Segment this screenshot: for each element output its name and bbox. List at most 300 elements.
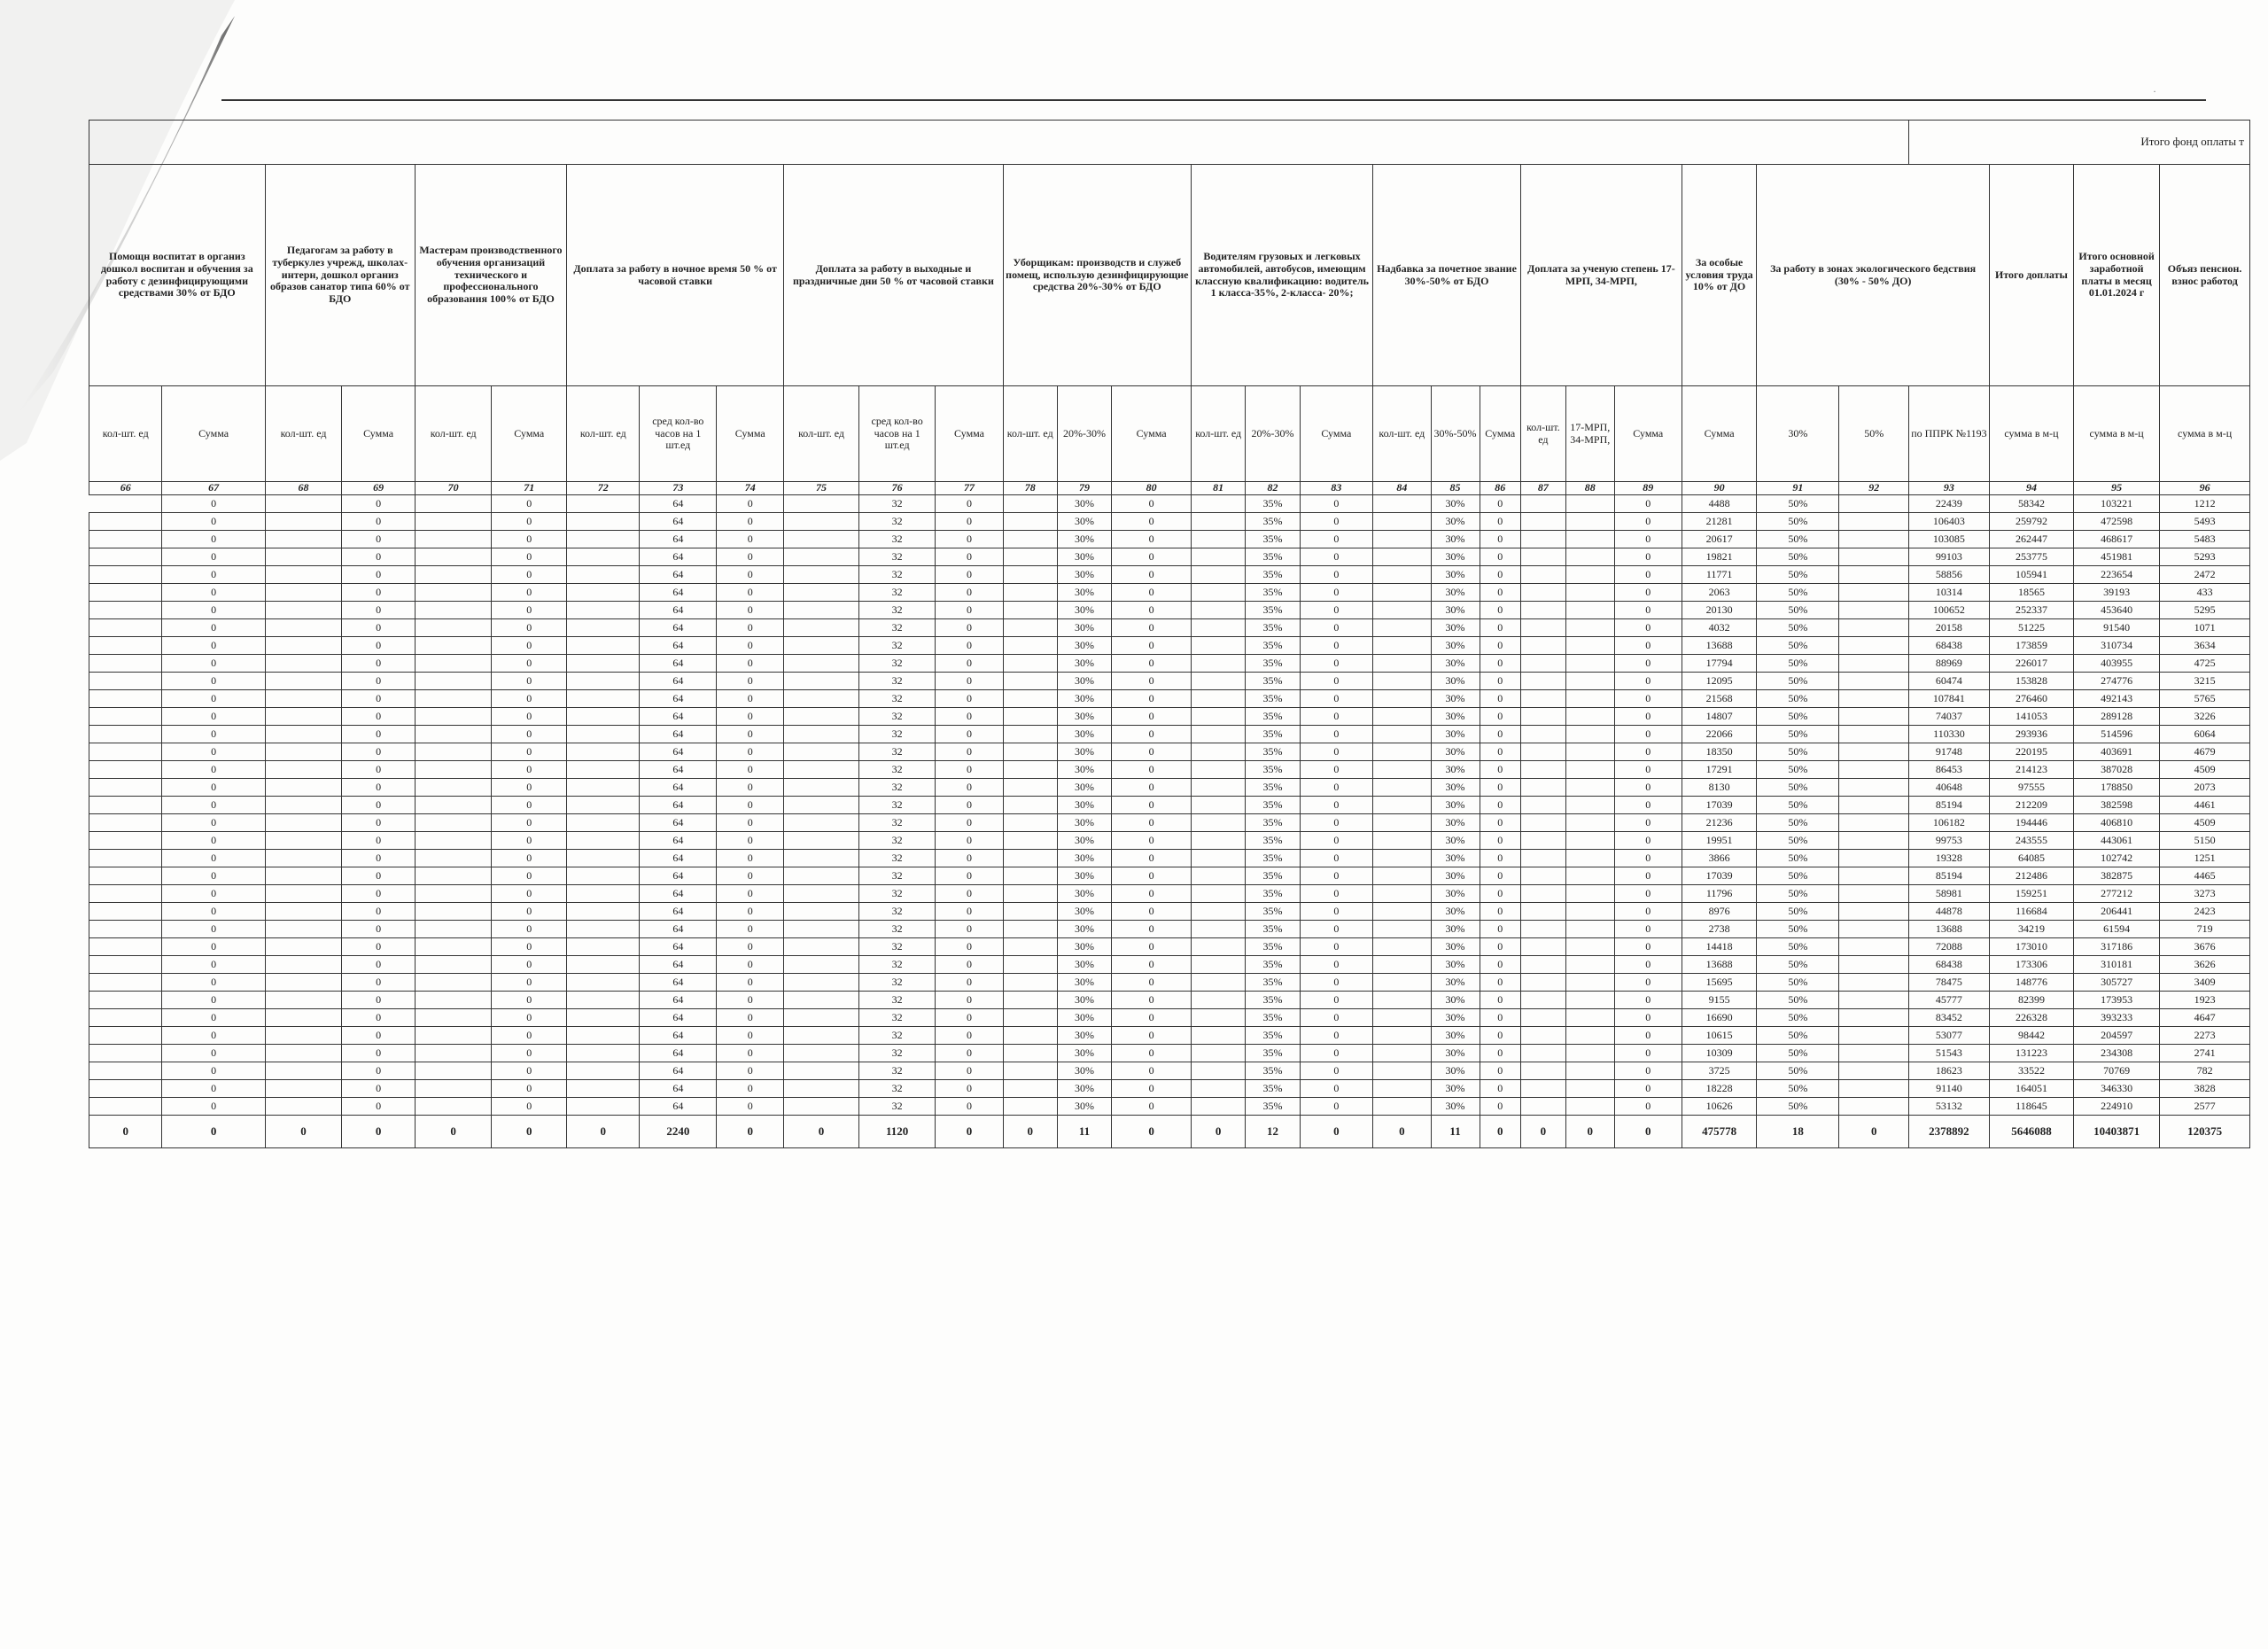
table-cell: 30% xyxy=(1057,938,1111,956)
empty-cell xyxy=(1373,850,1432,867)
column-number: 96 xyxy=(2160,482,2250,495)
empty-cell xyxy=(1521,673,1566,690)
table-cell: 30% xyxy=(1431,566,1480,584)
table-cell: 1923 xyxy=(2160,992,2250,1009)
table-cell: 0 xyxy=(342,619,415,637)
table-cell: 0 xyxy=(936,903,1003,921)
empty-cell xyxy=(1003,690,1057,708)
empty-cell xyxy=(567,761,640,779)
empty-cell xyxy=(1003,726,1057,743)
empty-cell xyxy=(1192,743,1246,761)
table-cell: 0 xyxy=(1112,584,1192,602)
empty-cell xyxy=(1192,867,1246,885)
empty-cell xyxy=(567,814,640,832)
table-cell: 50% xyxy=(1757,726,1839,743)
empty-cell xyxy=(265,637,342,655)
empty-cell xyxy=(1192,690,1246,708)
table-row xyxy=(89,992,2250,1009)
table-cell: 64 xyxy=(640,814,717,832)
empty-cell xyxy=(1192,531,1246,548)
table-cell: 0 xyxy=(1300,797,1372,814)
empty-cell xyxy=(265,938,342,956)
table-cell: 16690 xyxy=(1682,1009,1757,1027)
table-cell: 35% xyxy=(1246,938,1300,956)
table-cell: 14418 xyxy=(1682,938,1757,956)
table-cell: 0 xyxy=(936,992,1003,1009)
table-cell: 0 xyxy=(717,584,784,602)
empty-cell xyxy=(265,956,342,974)
table-cell: 30% xyxy=(1057,513,1111,531)
table-cell: 0 xyxy=(1300,1098,1372,1116)
table-cell: 9155 xyxy=(1682,992,1757,1009)
empty-cell xyxy=(784,1027,859,1045)
table-cell: 11771 xyxy=(1682,566,1757,584)
table-cell: 0 xyxy=(1480,938,1521,956)
table-cell: 0 xyxy=(1112,797,1192,814)
table-cell: 64 xyxy=(640,1062,717,1080)
empty-cell xyxy=(415,743,492,761)
column-subheader: Сумма xyxy=(1112,386,1192,482)
table-cell: 32 xyxy=(858,1098,936,1116)
table-cell: 32 xyxy=(858,779,936,797)
empty-cell xyxy=(1565,956,1614,974)
table-cell: 289128 xyxy=(2074,708,2160,726)
table-cell: 32 xyxy=(858,761,936,779)
table-cell: 64 xyxy=(640,637,717,655)
empty-cell xyxy=(567,708,640,726)
empty-cell xyxy=(1521,726,1566,743)
table-cell: 0 xyxy=(717,956,784,974)
table-cell: 32 xyxy=(858,1009,936,1027)
table-cell: 35% xyxy=(1246,832,1300,850)
table-cell: 0 xyxy=(936,797,1003,814)
empty-cell xyxy=(1373,921,1432,938)
table-cell: 148776 xyxy=(1989,974,2073,992)
table-cell: 30% xyxy=(1057,743,1111,761)
table-cell: 0 xyxy=(492,726,567,743)
table-cell: 0 xyxy=(492,992,567,1009)
empty-cell xyxy=(1003,885,1057,903)
empty-cell xyxy=(1373,513,1432,531)
table-cell: 0 xyxy=(1300,690,1372,708)
table-cell: 50% xyxy=(1757,655,1839,673)
column-subheader: кол-шт. ед xyxy=(1373,386,1432,482)
table-cell: 0 xyxy=(162,956,265,974)
table-cell: 64 xyxy=(640,690,717,708)
column-subheader: кол-шт. ед xyxy=(265,386,342,482)
empty-cell xyxy=(784,885,859,903)
table-cell: 153828 xyxy=(1989,673,2073,690)
table-row xyxy=(89,513,2250,531)
table-cell: 0 xyxy=(936,885,1003,903)
empty-cell xyxy=(1565,1080,1614,1098)
table-cell: 0 xyxy=(1480,1098,1521,1116)
table-cell: 274776 xyxy=(2074,673,2160,690)
empty-cell xyxy=(415,921,492,938)
empty-cell xyxy=(265,814,342,832)
table-cell: 0 xyxy=(1614,921,1682,938)
empty-cell xyxy=(415,531,492,548)
column-number: 72 xyxy=(567,482,640,495)
table-cell: 224910 xyxy=(2074,1098,2160,1116)
table-cell: 0 xyxy=(342,513,415,531)
table-cell: 0 xyxy=(1112,743,1192,761)
table-cell: 4509 xyxy=(2160,814,2250,832)
table-cell: 0 xyxy=(1300,584,1372,602)
empty-cell xyxy=(1373,690,1432,708)
table-cell: 15695 xyxy=(1682,974,1757,992)
table-cell: 30% xyxy=(1431,1062,1480,1080)
table-cell: 0 xyxy=(1112,1062,1192,1080)
column-number: 77 xyxy=(936,482,1003,495)
column-subheader: кол-шт. ед xyxy=(1192,386,1246,482)
table-cell: 30% xyxy=(1431,832,1480,850)
column-number: 74 xyxy=(717,482,784,495)
empty-cell xyxy=(1003,566,1057,584)
table-cell: 0 xyxy=(717,743,784,761)
table-cell: 20617 xyxy=(1682,531,1757,548)
empty-cell xyxy=(1565,513,1614,531)
table-cell: 0 xyxy=(492,655,567,673)
empty-cell xyxy=(784,513,859,531)
empty-cell xyxy=(1003,655,1057,673)
table-cell: 35% xyxy=(1246,903,1300,921)
table-cell: 18623 xyxy=(1908,1062,1989,1080)
empty-cell xyxy=(1839,814,1909,832)
table-cell: 310181 xyxy=(2074,956,2160,974)
table-cell: 0 xyxy=(162,743,265,761)
table-cell: 58342 xyxy=(1989,495,2073,513)
empty-cell xyxy=(1373,885,1432,903)
empty-cell xyxy=(89,921,162,938)
empty-cell xyxy=(1373,1009,1432,1027)
empty-cell xyxy=(784,797,859,814)
empty-cell xyxy=(89,584,162,602)
empty-cell xyxy=(1839,832,1909,850)
table-cell: 0 xyxy=(492,637,567,655)
table-cell: 30% xyxy=(1431,726,1480,743)
table-cell: 173953 xyxy=(2074,992,2160,1009)
table-cell: 0 xyxy=(342,992,415,1009)
empty-cell xyxy=(1003,1062,1057,1080)
table-cell: 74037 xyxy=(1908,708,1989,726)
empty-cell xyxy=(1003,992,1057,1009)
table-cell: 0 xyxy=(492,1098,567,1116)
table-cell: 0 xyxy=(342,832,415,850)
empty-cell xyxy=(415,1009,492,1027)
table-cell: 0 xyxy=(492,566,567,584)
empty-cell xyxy=(1839,797,1909,814)
column-number: 95 xyxy=(2074,482,2160,495)
empty-cell xyxy=(1839,867,1909,885)
empty-cell xyxy=(1565,637,1614,655)
empty-cell xyxy=(784,690,859,708)
column-subheader: кол-шт. ед xyxy=(89,386,162,482)
empty-cell xyxy=(1521,1009,1566,1027)
column-subheader: 30%-50% xyxy=(1431,386,1480,482)
table-cell: 305727 xyxy=(2074,974,2160,992)
table-cell: 32 xyxy=(858,974,936,992)
table-cell: 453640 xyxy=(2074,602,2160,619)
empty-cell xyxy=(1839,637,1909,655)
table-cell: 32 xyxy=(858,1062,936,1080)
table-cell: 0 xyxy=(342,921,415,938)
column-number: 68 xyxy=(265,482,342,495)
table-cell: 0 xyxy=(1480,602,1521,619)
column-subheader: 20%-30% xyxy=(1057,386,1111,482)
table-cell: 64 xyxy=(640,1080,717,1098)
empty-cell xyxy=(1003,814,1057,832)
empty-cell xyxy=(567,1080,640,1098)
table-cell: 0 xyxy=(1480,903,1521,921)
table-cell: 0 xyxy=(1614,1027,1682,1045)
table-row xyxy=(89,850,2250,867)
table-cell: 0 xyxy=(162,832,265,850)
column-subheader: кол-шт. ед xyxy=(415,386,492,482)
table-cell: 30% xyxy=(1431,531,1480,548)
empty-cell xyxy=(784,938,859,956)
empty-cell xyxy=(567,619,640,637)
table-cell: 226328 xyxy=(1989,1009,2073,1027)
empty-cell xyxy=(265,1027,342,1045)
empty-cell xyxy=(1003,602,1057,619)
empty-cell xyxy=(1565,726,1614,743)
empty-cell xyxy=(1373,867,1432,885)
empty-cell xyxy=(1565,673,1614,690)
table-cell: 64 xyxy=(640,602,717,619)
empty-cell xyxy=(1373,761,1432,779)
table-cell: 0 xyxy=(342,1045,415,1062)
total-cell: 2378892 xyxy=(1908,1116,1989,1148)
table-cell: 0 xyxy=(1112,903,1192,921)
table-row xyxy=(89,903,2250,921)
table-cell: 30% xyxy=(1057,867,1111,885)
table-cell: 0 xyxy=(1614,1045,1682,1062)
table-cell: 118645 xyxy=(1989,1098,2073,1116)
column-group-header: За работу в зонах экологического бедствия (30% - 50% ДО) xyxy=(1757,165,1990,386)
table-cell: 0 xyxy=(936,495,1003,513)
empty-cell xyxy=(567,867,640,885)
table-cell: 64 xyxy=(640,797,717,814)
column-subheader: кол-шт. ед xyxy=(1003,386,1057,482)
empty-cell xyxy=(89,531,162,548)
empty-cell xyxy=(567,797,640,814)
table-row xyxy=(89,655,2250,673)
table-cell: 0 xyxy=(162,885,265,903)
table-cell: 107841 xyxy=(1908,690,1989,708)
table-cell: 0 xyxy=(717,708,784,726)
table-cell: 32 xyxy=(858,584,936,602)
empty-cell xyxy=(1839,1009,1909,1027)
empty-cell xyxy=(1565,797,1614,814)
column-number: 88 xyxy=(1565,482,1614,495)
table-cell: 30% xyxy=(1431,548,1480,566)
column-number: 86 xyxy=(1480,482,1521,495)
column-subheader: 50% xyxy=(1839,386,1909,482)
table-cell: 82399 xyxy=(1989,992,2073,1009)
table-cell: 0 xyxy=(1614,584,1682,602)
table-cell: 0 xyxy=(936,850,1003,867)
empty-cell xyxy=(1003,1009,1057,1027)
table-cell: 277212 xyxy=(2074,885,2160,903)
table-cell: 30% xyxy=(1431,1027,1480,1045)
column-subheader: сумма в м-ц xyxy=(1989,386,2073,482)
table-cell: 30% xyxy=(1057,495,1111,513)
table-cell: 0 xyxy=(1480,832,1521,850)
table-cell: 88969 xyxy=(1908,655,1989,673)
table-cell: 50% xyxy=(1757,1027,1839,1045)
table-row xyxy=(89,726,2250,743)
total-cell: 0 xyxy=(415,1116,492,1148)
table-cell: 30% xyxy=(1431,743,1480,761)
empty-cell xyxy=(1565,867,1614,885)
column-number: 76 xyxy=(858,482,936,495)
table-cell: 53077 xyxy=(1908,1027,1989,1045)
table-row xyxy=(89,1098,2250,1116)
table-cell: 0 xyxy=(717,531,784,548)
table-cell: 0 xyxy=(1300,867,1372,885)
empty-cell xyxy=(1192,584,1246,602)
empty-cell xyxy=(89,495,162,513)
empty-cell xyxy=(415,495,492,513)
empty-cell xyxy=(415,903,492,921)
empty-cell xyxy=(1521,1080,1566,1098)
empty-cell xyxy=(1003,974,1057,992)
empty-cell xyxy=(1521,655,1566,673)
table-cell: 0 xyxy=(1300,956,1372,974)
empty-cell xyxy=(89,867,162,885)
table-cell: 32 xyxy=(858,637,936,655)
table-cell: 0 xyxy=(717,1098,784,1116)
empty-cell xyxy=(567,850,640,867)
empty-cell xyxy=(265,548,342,566)
table-cell: 30% xyxy=(1431,1080,1480,1098)
empty-cell xyxy=(89,743,162,761)
empty-cell xyxy=(1521,797,1566,814)
table-cell: 5295 xyxy=(2160,602,2250,619)
table-cell: 64 xyxy=(640,1045,717,1062)
empty-cell xyxy=(89,602,162,619)
table-cell: 50% xyxy=(1757,619,1839,637)
table-cell: 0 xyxy=(342,602,415,619)
empty-cell xyxy=(567,726,640,743)
table-cell: 35% xyxy=(1246,1062,1300,1080)
table-cell: 0 xyxy=(1480,619,1521,637)
empty-cell xyxy=(784,779,859,797)
table-cell: 35% xyxy=(1246,814,1300,832)
table-cell: 234308 xyxy=(2074,1045,2160,1062)
table-cell: 1071 xyxy=(2160,619,2250,637)
table-cell: 0 xyxy=(717,655,784,673)
table-cell: 0 xyxy=(1614,673,1682,690)
table-cell: 0 xyxy=(162,921,265,938)
table-cell: 0 xyxy=(936,1027,1003,1045)
table-cell: 0 xyxy=(492,619,567,637)
column-group-header: Педагогам за работу в туберкулез учрежд, школах-интерн, дошкол организ образов санатор типа 60% от БДО xyxy=(265,165,415,386)
table-cell: 259792 xyxy=(1989,513,2073,531)
empty-cell xyxy=(1373,956,1432,974)
table-cell: 50% xyxy=(1757,531,1839,548)
empty-cell xyxy=(1565,761,1614,779)
table-cell: 64 xyxy=(640,495,717,513)
table-cell: 32 xyxy=(858,619,936,637)
column-subheader: 30% xyxy=(1757,386,1839,482)
table-cell: 30% xyxy=(1057,832,1111,850)
table-cell: 35% xyxy=(1246,1027,1300,1045)
table-cell: 0 xyxy=(492,1009,567,1027)
table-cell: 50% xyxy=(1757,566,1839,584)
table-cell: 103085 xyxy=(1908,531,1989,548)
table-cell: 91748 xyxy=(1908,743,1989,761)
column-group-header: Помощн воспитат в организ дошкол воспитан и обучения за работу с дезинфицирующими средствами 30% от БДО xyxy=(89,165,266,386)
table-cell: 0 xyxy=(1112,637,1192,655)
empty-cell xyxy=(1839,566,1909,584)
table-cell: 32 xyxy=(858,832,936,850)
table-cell: 0 xyxy=(342,938,415,956)
table-cell: 0 xyxy=(1480,992,1521,1009)
column-number: 94 xyxy=(1989,482,2073,495)
table-cell: 64 xyxy=(640,1009,717,1027)
empty-cell xyxy=(89,1080,162,1098)
table-cell: 35% xyxy=(1246,921,1300,938)
table-cell: 0 xyxy=(1112,1045,1192,1062)
empty-cell xyxy=(1565,708,1614,726)
table-cell: 30% xyxy=(1057,885,1111,903)
table-cell: 85194 xyxy=(1908,797,1989,814)
table-cell: 4679 xyxy=(2160,743,2250,761)
table-cell: 0 xyxy=(342,779,415,797)
table-cell: 17039 xyxy=(1682,867,1757,885)
table-cell: 35% xyxy=(1246,619,1300,637)
empty-cell xyxy=(784,974,859,992)
empty-cell xyxy=(1521,779,1566,797)
column-subheader: кол-шт. ед xyxy=(784,386,859,482)
table-cell: 0 xyxy=(1480,531,1521,548)
column-group-header: Надбавка за почетное звание 30%-50% от БДО xyxy=(1373,165,1521,386)
table-cell: 110330 xyxy=(1908,726,1989,743)
table-cell: 0 xyxy=(1112,708,1192,726)
table-cell: 0 xyxy=(1112,938,1192,956)
empty-cell xyxy=(265,495,342,513)
table-cell: 0 xyxy=(162,797,265,814)
empty-cell xyxy=(415,814,492,832)
column-number: 71 xyxy=(492,482,567,495)
empty-cell xyxy=(1373,903,1432,921)
empty-cell xyxy=(1565,974,1614,992)
table-cell: 0 xyxy=(1112,814,1192,832)
total-cell: 2240 xyxy=(640,1116,717,1148)
table-cell: 105941 xyxy=(1989,566,2073,584)
table-cell: 0 xyxy=(1112,1027,1192,1045)
empty-cell xyxy=(1003,867,1057,885)
table-cell: 50% xyxy=(1757,1080,1839,1098)
table-cell: 0 xyxy=(936,637,1003,655)
table-cell: 0 xyxy=(162,1009,265,1027)
table-cell: 0 xyxy=(1300,1045,1372,1062)
table-cell: 0 xyxy=(717,832,784,850)
table-cell: 0 xyxy=(1112,779,1192,797)
table-cell: 0 xyxy=(342,1027,415,1045)
table-cell: 30% xyxy=(1057,921,1111,938)
empty-cell xyxy=(1192,637,1246,655)
table-cell: 0 xyxy=(492,974,567,992)
table-cell: 30% xyxy=(1431,619,1480,637)
table-cell: 0 xyxy=(1480,797,1521,814)
empty-cell xyxy=(567,921,640,938)
empty-cell xyxy=(1565,619,1614,637)
empty-cell xyxy=(1565,495,1614,513)
total-cell: 0 xyxy=(1112,1116,1192,1148)
